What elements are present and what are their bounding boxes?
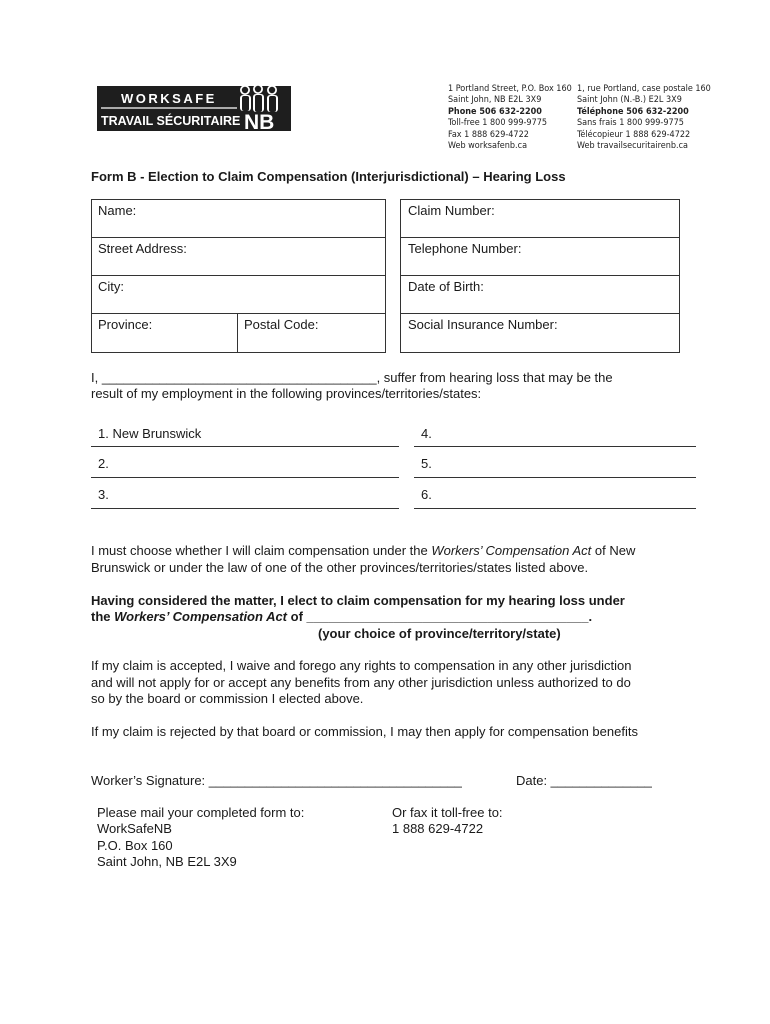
waiver-line-3: so by the board or commission I elected above.	[91, 691, 364, 706]
address-line: Saint John, NB E2L 3X9	[448, 95, 542, 106]
mail-instructions	[97, 805, 304, 870]
choice-line-1: I must choose whether I will claim compensation under the Workers’ Compensation Act of New	[91, 543, 636, 558]
jurisdiction-1[interactable]: 1. New Brunswick	[98, 426, 202, 441]
election-line-2[interactable]: the Workers’ Compensation Act of _______________________________________.	[91, 609, 593, 624]
name-field[interactable]: Name:	[98, 203, 137, 218]
signature-field[interactable]: Worker’s Signature: ___________________________________	[91, 773, 462, 788]
jurisdiction-6[interactable]: 6.	[421, 487, 432, 502]
address-french	[577, 84, 711, 152]
statement-line-2: result of my employment in the following provinces/territories/states:	[91, 386, 482, 401]
fax-line: Télécopieur 1 888 629-4722	[577, 129, 691, 140]
mail-line: WorkSafeNB	[97, 821, 172, 837]
date-field[interactable]: Date: ______________	[516, 773, 652, 788]
people-silhouettes-icon	[240, 84, 278, 112]
mail-line: Saint John, NB E2L 3X9	[97, 853, 237, 869]
mail-line: P.O. Box 160	[97, 837, 173, 853]
postal-code-field[interactable]: Postal Code:	[244, 317, 319, 332]
logo-mark: NB	[244, 111, 275, 132]
phone-line: Phone 506 632-2200	[448, 106, 542, 117]
fax-instructions	[392, 805, 503, 838]
province-field[interactable]: Province:	[98, 317, 153, 332]
date-of-birth-field[interactable]: Date of Birth:	[408, 279, 484, 294]
tollfree-line: Toll-free 1 800 999-9775	[448, 118, 548, 129]
jurisdiction-4[interactable]: 4.	[421, 426, 432, 441]
election-line-1: Having considered the matter, I elect to claim compensation for my hearing loss under	[91, 593, 625, 608]
mail-line: Please mail your completed form to:	[97, 805, 305, 820]
choice-line-2: Brunswick or under the law of one of the other provinces/territories/states listed above.	[91, 560, 589, 575]
address-line: Saint John (N.-B.) E2L 3X9	[577, 95, 682, 106]
waiver-line-1: If my claim is accepted, I waive and forego any rights to compensation in any other jurisdiction	[91, 658, 632, 673]
fax-line: Or fax it toll-free to:	[392, 805, 503, 820]
jurisdiction-3[interactable]: 3.	[98, 487, 109, 502]
city-field[interactable]: City:	[98, 279, 124, 294]
logo-line2: TRAVAIL SÉCURITAIRE	[101, 114, 241, 128]
street-address-field[interactable]: Street Address:	[98, 241, 187, 256]
address-line: 1 Portland Street, P.O. Box 160	[448, 84, 572, 94]
web-line: Web travailsecuritairenb.ca	[577, 140, 689, 151]
jurisdiction-5[interactable]: 5.	[421, 456, 432, 471]
fax-number: 1 888 629-4722	[392, 821, 484, 837]
phone-line: Téléphone 506 632-2200	[577, 106, 689, 117]
address-line: 1, rue Portland, case postale 160	[577, 84, 711, 94]
web-line: Web worksafenb.ca	[448, 140, 528, 151]
address-english	[448, 84, 572, 152]
statement-line-1: I, ______________________________________, suffer from hearing loss that may be the	[91, 370, 613, 385]
jurisdiction-2[interactable]: 2.	[98, 456, 109, 471]
telephone-field[interactable]: Telephone Number:	[408, 241, 522, 256]
form-title: Form B - Election to Claim Compensation (Interjurisdictional) – Hearing Loss	[91, 169, 566, 184]
rejected-text: If my claim is rejected by that board or commission, I may then apply for compensation benefits	[91, 724, 638, 739]
fax-line: Fax 1 888 629-4722	[448, 129, 529, 140]
logo-line1: WORKSAFE	[121, 91, 217, 106]
worksafenb-logo	[97, 84, 291, 132]
tollfree-line: Sans frais 1 800 999-9775	[577, 118, 684, 129]
sin-field[interactable]: Social Insurance Number:	[408, 317, 558, 332]
claim-number-field[interactable]: Claim Number:	[408, 203, 495, 218]
waiver-line-2: and will not apply for or accept any benefits from any other jurisdiction unless authorized to do	[91, 675, 631, 690]
election-choice-hint: (your choice of province/territory/state)	[318, 626, 561, 641]
